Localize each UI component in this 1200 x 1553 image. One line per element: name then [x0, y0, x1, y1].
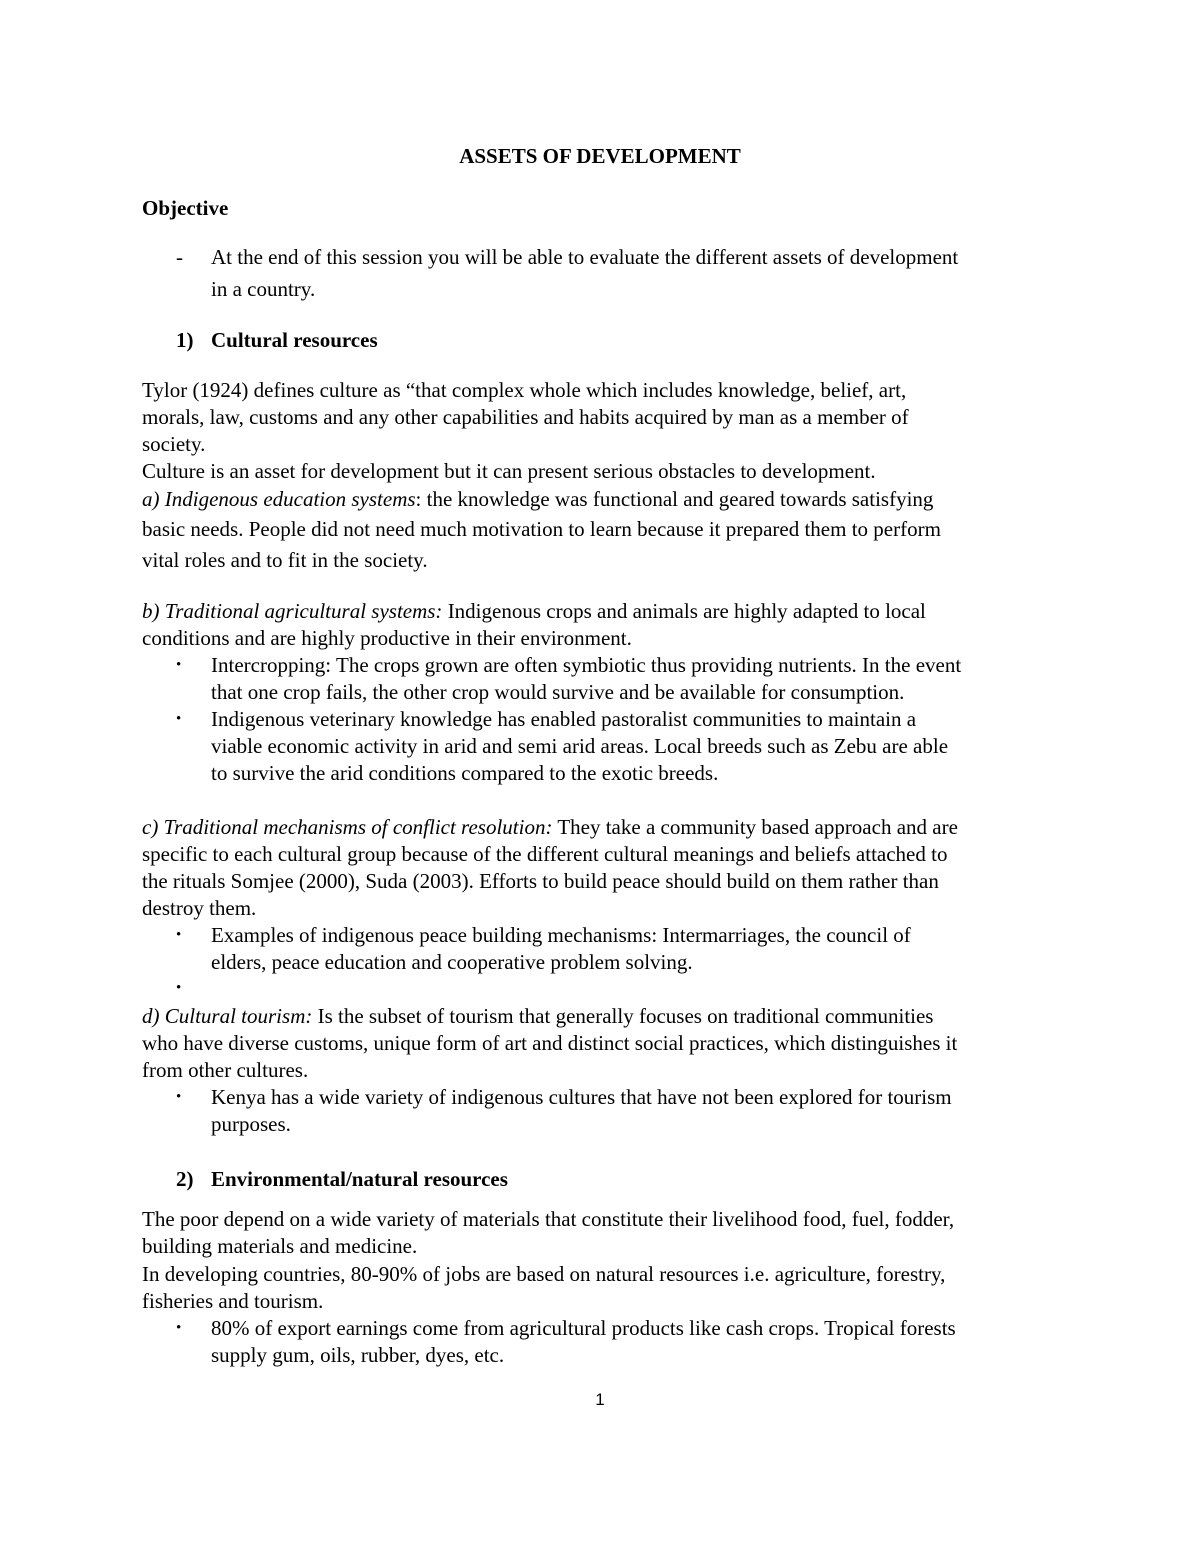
item-b-label: b) Traditional agricultural systems:	[142, 599, 443, 623]
paragraph-line: destroy them.	[142, 896, 257, 920]
bullet-line: Indigenous veterinary knowledge has enabled pastoralist communities to maintain a	[211, 707, 917, 731]
paragraph-line: who have diverse customs, unique form of art and distinct social practices, which distinguishes it	[142, 1031, 958, 1055]
objective-line: At the end of this session you will be able to evaluate the different assets of development	[211, 245, 959, 269]
empty-bullet: •	[176, 980, 182, 996]
bullet-line: to survive the arid conditions compared to the exotic breeds.	[211, 761, 719, 785]
paragraph-line: Tylor (1924) defines culture as “that complex whole which includes knowledge, belief, art,	[142, 378, 907, 402]
item-a-label: a) Indigenous education systems	[142, 487, 416, 511]
paragraph-line: from other cultures.	[142, 1058, 309, 1082]
bullet-line: Kenya has a wide variety of indigenous cultures that have not been explored for tourism	[211, 1085, 952, 1109]
page-number: 1	[595, 1390, 605, 1409]
section-heading-environmental: Environmental/natural resources	[211, 1167, 508, 1191]
paragraph-line: vital roles and to fit in the society.	[142, 548, 428, 572]
objective-dash: -	[176, 245, 183, 269]
paragraph-line: Culture is an asset for development but it can present serious obstacles to development.	[142, 459, 876, 483]
bullet-line: Examples of indigenous peace building mechanisms: Intermarriages, the council of	[211, 923, 911, 947]
bullet-line: supply gum, oils, rubber, dyes, etc.	[211, 1343, 505, 1367]
item-b-first-line	[142, 601, 926, 622]
section-number: 1)	[176, 328, 194, 352]
objective-line: in a country.	[211, 277, 316, 301]
item-d-text: Is the subset of tourism that generally focuses on traditional communities	[312, 1004, 934, 1028]
bullet-line: Intercropping: The crops grown are often symbiotic thus providing nutrients. In the event	[211, 653, 962, 677]
item-d-label: d) Cultural tourism:	[142, 1004, 313, 1028]
paragraph-line: specific to each cultural group because of the different cultural meanings and beliefs attached to	[142, 842, 948, 866]
bullet: •	[176, 711, 182, 727]
item-c-label: c) Traditional mechanisms of conflict resolution:	[142, 815, 553, 839]
bullet-line: 80% of export earnings come from agricultural products like cash crops. Tropical forests	[211, 1316, 956, 1340]
section-heading-cultural: Cultural resources	[211, 328, 378, 352]
objective-heading: Objective	[142, 196, 229, 220]
paragraph-line: conditions and are highly productive in their environment.	[142, 626, 632, 650]
paragraph-line: morals, law, customs and any other capabilities and habits acquired by man as a member of	[142, 405, 909, 429]
bullet: •	[176, 927, 182, 943]
bullet: •	[176, 1089, 182, 1105]
paragraph-line: the rituals Somjee (2000), Suda (2003). Efforts to build peace should build on them rather than	[142, 869, 939, 893]
item-d-first-line	[142, 1006, 933, 1027]
bullet-line: that one crop fails, the other crop would survive and be available for consumption.	[211, 680, 905, 704]
bullet: •	[176, 657, 182, 673]
paragraph-line: In developing countries, 80-90% of jobs are based on natural resources i.e. agriculture, forestry,	[142, 1262, 946, 1286]
document-title: ASSETS OF DEVELOPMENT	[459, 144, 741, 168]
paragraph-line: fisheries and tourism.	[142, 1289, 324, 1313]
paragraph-line: basic needs. People did not need much motivation to learn because it prepared them to perform	[142, 517, 941, 541]
item-a-text: : the knowledge was functional and geared towards satisfying	[415, 487, 934, 511]
item-c-text: They take a community based approach and are	[552, 815, 958, 839]
bullet: •	[176, 1320, 182, 1336]
item-a-first-line	[142, 489, 933, 510]
bullet-line: purposes.	[211, 1112, 291, 1136]
bullet-line: elders, peace education and cooperative problem solving.	[211, 950, 693, 974]
item-b-text: Indigenous crops and animals are highly adapted to local	[442, 599, 926, 623]
item-c-first-line	[142, 817, 958, 838]
paragraph-line: The poor depend on a wide variety of materials that constitute their livelihood food, fuel, fodder,	[142, 1207, 955, 1231]
section-number: 2)	[176, 1167, 194, 1191]
paragraph-line: building materials and medicine.	[142, 1234, 418, 1258]
bullet-line: viable economic activity in arid and semi arid areas. Local breeds such as Zebu are able	[211, 734, 949, 758]
paragraph-line: society.	[142, 432, 206, 456]
